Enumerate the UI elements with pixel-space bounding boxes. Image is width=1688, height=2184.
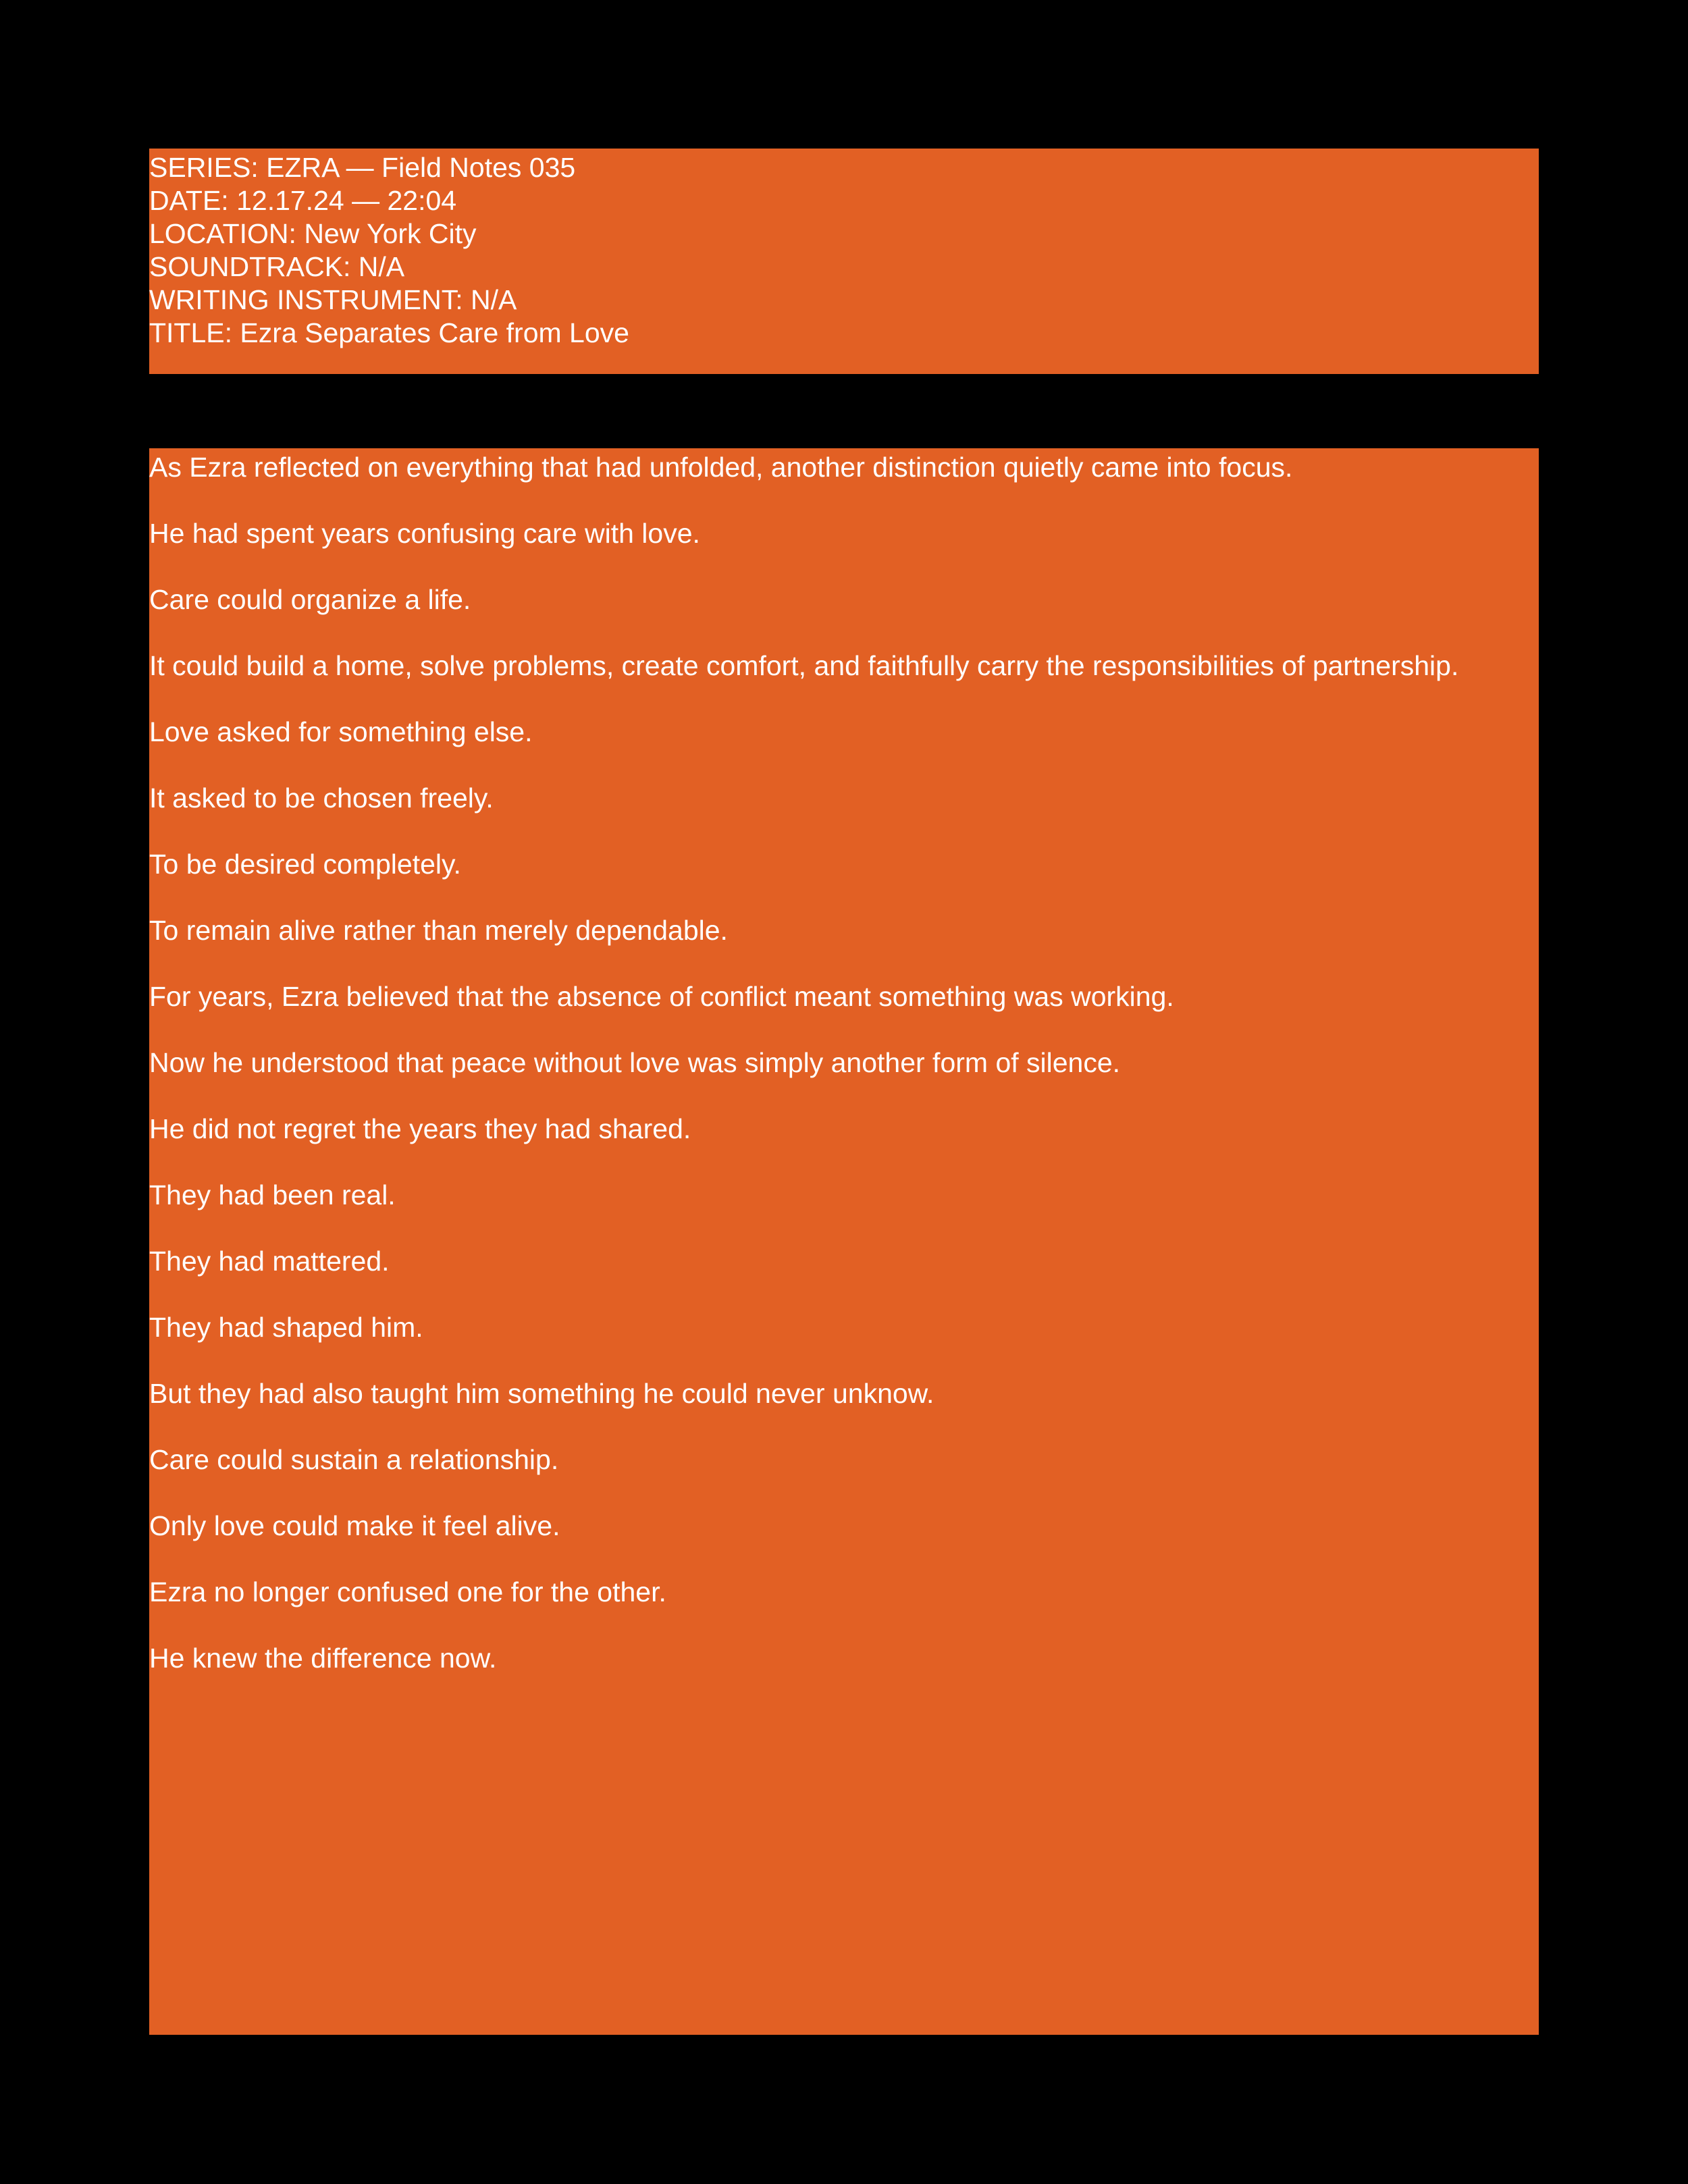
paragraph: It asked to be chosen freely. <box>149 782 494 814</box>
paragraph: Care could sustain a relationship. <box>149 1444 559 1475</box>
location-line: LOCATION: New York City <box>149 218 477 249</box>
header-metadata <box>149 149 1539 350</box>
body-panel <box>149 448 1539 2035</box>
paragraph: Only love could make it feel alive. <box>149 1510 560 1541</box>
paragraph: It could build a home, solve problems, create comfort, and faithfully carry the responsibilities of partnership. <box>149 650 1459 681</box>
body-text <box>149 448 1539 1675</box>
soundtrack-line: SOUNDTRACK: N/A <box>149 251 405 282</box>
paragraph: Now he understood that peace without love was simply another form of silence. <box>149 1047 1121 1078</box>
paragraph: But they had also taught him something he could never unknow. <box>149 1378 934 1409</box>
paragraph: As Ezra reflected on everything that had unfolded, another distinction quietly came into focus. <box>149 452 1293 483</box>
paragraph: For years, Ezra believed that the absence of conflict meant something was working. <box>149 981 1174 1012</box>
paragraph: They had been real. <box>149 1179 396 1210</box>
paragraph: Ezra no longer confused one for the other. <box>149 1576 666 1607</box>
paragraph: Love asked for something else. <box>149 716 533 747</box>
paragraph: He did not regret the years they had shared. <box>149 1113 691 1144</box>
paragraph: To remain alive rather than merely dependable. <box>149 915 728 946</box>
series-line: SERIES: EZRA — Field Notes 035 <box>149 152 576 183</box>
paragraph: They had shaped him. <box>149 1312 423 1343</box>
paragraph: They had mattered. <box>149 1246 390 1277</box>
header-panel <box>149 149 1539 374</box>
paragraph: To be desired completely. <box>149 849 461 880</box>
paragraph: He knew the difference now. <box>149 1643 497 1674</box>
date-line: DATE: 12.17.24 — 22:04 <box>149 185 457 216</box>
writing-instrument-line: WRITING INSTRUMENT: N/A <box>149 284 517 315</box>
paragraph: Care could organize a life. <box>149 584 471 615</box>
paragraph: He had spent years confusing care with love. <box>149 518 700 549</box>
title-line: TITLE: Ezra Separates Care from Love <box>149 317 629 348</box>
